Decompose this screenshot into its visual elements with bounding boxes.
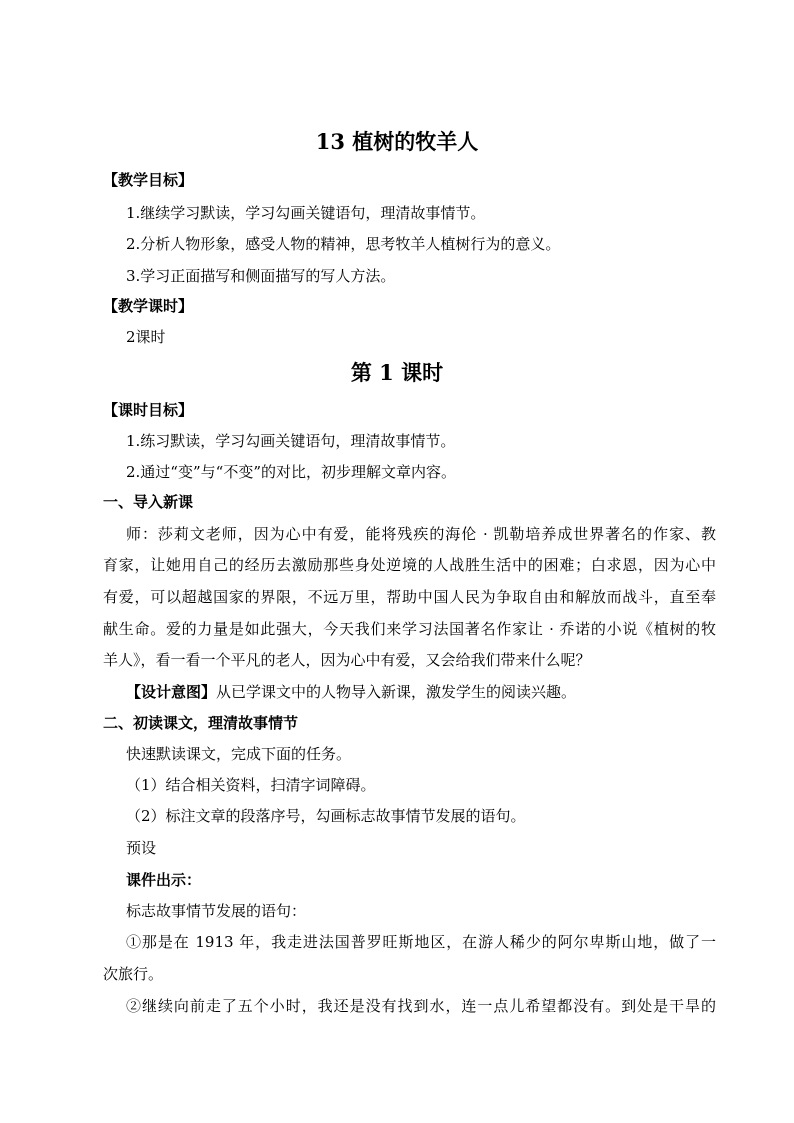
part2-task-1: （1）结合相关资料，扫清字词障碍。	[126, 776, 376, 794]
teaching-goals-heading: 【教学目标】	[103, 171, 194, 189]
teaching-goal-1: 1.继续学习默读，学习勾画关键语句，理清故事情节。	[126, 204, 486, 222]
intro-paragraph-line-1: 师：莎莉文老师，因为心中有爱，能将残疾的海伦 · 凯勒培养成世界著名的作家、教	[126, 525, 716, 543]
part2-task-2: （2）标注文章的段落序号，勾画标志故事情节发展的语句。	[126, 807, 526, 825]
lesson-goals-heading: 【课时目标】	[103, 401, 194, 419]
sentence-2-line-1: ②继续向前走了五个小时，我还是没有找到水，连一点儿希望都没有。到处是干旱的	[126, 997, 716, 1015]
part2-intro: 快速默读课文，完成下面的任务。	[126, 745, 352, 763]
intro-paragraph-line-3: 有爱，可以超越国家的界限，不远万里，帮助中国人民为争取自由和解放而战斗，直至奉	[103, 588, 716, 606]
part1-heading: 一、导入新课	[103, 493, 194, 511]
intro-paragraph-line-2: 育家，让她用自己的经历去激励那些身处逆境的人战胜生活中的困难；白求恩，因为心中	[103, 556, 716, 574]
page-title: 13 植树的牧羊人	[315, 129, 479, 154]
preset-label: 预设	[126, 839, 157, 857]
lesson-goal-1: 1.练习默读，学习勾画关键语句，理清故事情节。	[126, 432, 456, 450]
teaching-hours-heading: 【教学课时】	[103, 297, 194, 315]
courseware-label: 课件出示：	[126, 871, 202, 889]
part2-heading: 二、初读课文，理清故事情节	[103, 714, 299, 732]
teaching-hours-value: 2课时	[126, 328, 166, 346]
intro-paragraph-line-4: 献生命。爱的力量是如此强大，今天我们来学习法国著名作家让 · 乔诺的小说《植树的牧	[103, 620, 716, 638]
design-intent-text: 从已学课文中的人物导入新课，激发学生的阅读兴趣。	[216, 683, 577, 701]
sentences-label: 标志故事情节发展的语句：	[126, 902, 307, 920]
design-intent	[126, 682, 576, 702]
teaching-goal-3: 3.学习正面描写和侧面描写的写人方法。	[126, 267, 396, 285]
lesson-goal-2: 2.通过“变”与“不变”的对比，初步理解文章内容。	[126, 463, 456, 481]
sentence-1-line-1: ①那是在 1913 年，我走进法国普罗旺斯地区，在游人稀少的阿尔卑斯山地，做了一	[126, 933, 716, 951]
lesson-title: 第 1 课时	[350, 360, 444, 385]
sentence-1-line-2: 次旅行。	[103, 965, 164, 983]
intro-paragraph-line-5: 羊人》，看一看一个平凡的老人，因为心中有爱，又会给我们带来什么呢？	[103, 651, 591, 669]
design-intent-label: 【设计意图】	[126, 683, 217, 701]
teaching-goal-2: 2.分析人物形象，感受人物的精神，思考牧羊人植树行为的意义。	[126, 235, 561, 253]
